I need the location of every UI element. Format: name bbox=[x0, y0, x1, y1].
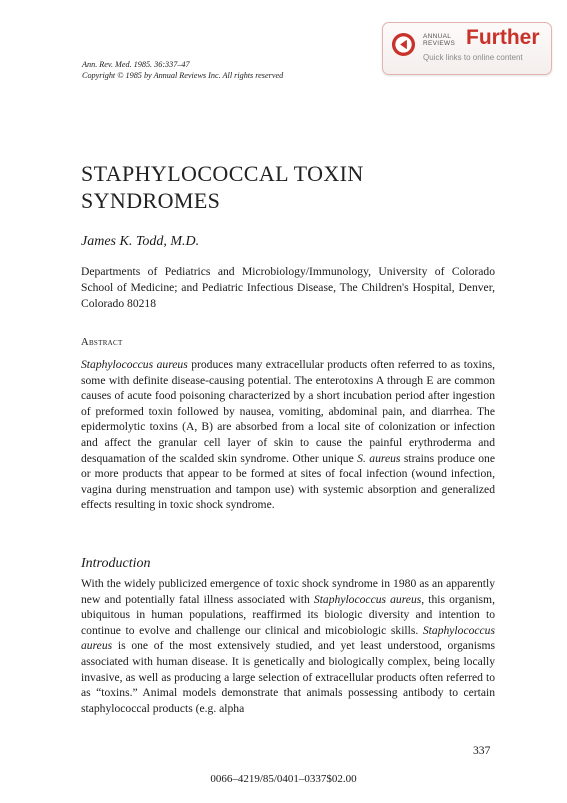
intro-text-2: , this organism, ubiquitous in human populations, reaffirmed its biologic diversity and intention to continue to evolve and challenge our clinical and micobiologic skills. bbox=[81, 592, 495, 637]
introduction-body bbox=[81, 576, 495, 716]
footer-code: 0066–4219/85/0401–0337$02.00 bbox=[210, 773, 357, 785]
intro-text-3: is one of the most extensively studied, and yet least understood, organisms associated with human disease. It is genetically and biologically complex, being locally invasive, as well as producing a large selection of extracellular products often referred to as “toxins.” Animal models demonstrate that animals possessing antibody to certain staphylococcal products (e.g. alpha bbox=[81, 639, 495, 715]
citation bbox=[82, 60, 283, 81]
article-title bbox=[81, 160, 364, 214]
title-line-2: SYNDROMES bbox=[81, 188, 221, 213]
abstract-organism-short: S. aureus bbox=[357, 451, 401, 465]
abstract-heading: Abstract bbox=[81, 337, 123, 348]
further-subtitle: Quick links to online content bbox=[423, 53, 523, 62]
author-affiliation: Departments of Pediatrics and Microbiology/Immunology, University of Colorado School of Medicine; and Pediatric Infectious Disease, The Children's Hospital, Denver, Colorado 80218 bbox=[81, 265, 495, 310]
title-line-1: STAPHYLOCOCCAL TOXIN bbox=[81, 161, 364, 186]
further-banner[interactable] bbox=[382, 22, 552, 75]
citation-copyright: Copyright © 1985 by Annual Reviews Inc. All rights reserved bbox=[82, 70, 284, 80]
further-word: Further bbox=[466, 26, 540, 49]
abstract-organism: Staphylococcus aureus bbox=[81, 358, 188, 371]
intro-text-1: With the widely publicized emergence of toxic shock syndrome in 1980 as an apparently new and potentially fatal illness associated with bbox=[81, 577, 495, 606]
play-arrow-icon bbox=[391, 32, 416, 57]
brand-line-2: REVIEWS bbox=[423, 40, 456, 47]
citation-journal: Ann. Rev. Med. 1985. 36:337–47 bbox=[82, 60, 190, 69]
brand-line-1: ANNUAL bbox=[423, 33, 452, 40]
intro-organism-2: Staphylococcus aureus bbox=[81, 623, 495, 653]
abstract-text-1: produces many extracellular products often referred to as toxins, some with definite disease-causing potential. The enterotoxins A through E are common causes of acute food poisoning characterized by a short incubation period after ingestion of preformed toxin followed by nausea, vomiting, abdominal pain, and diarrhea. The epidermolytic toxins (A, B) are absorbed from a local site of colonization or infection and affect the granular cell layer of skin to cause the painful erythroderma and desquamation of the scalded skin syndrome. Other unique bbox=[81, 358, 495, 465]
intro-organism-1: Staphylococcus aureus bbox=[313, 592, 422, 606]
page-number: 337 bbox=[473, 744, 491, 757]
abstract-text-2: strains produce one or more products that appear to be formed at sites of focal infection (wound infection, vagina during menstruation and tampon use) with systemic absorption and generalized effects resulting in toxic shock syndrome. bbox=[81, 451, 496, 512]
abstract-body bbox=[81, 357, 495, 513]
introduction-heading: Introduction bbox=[81, 556, 151, 571]
annual-reviews-brand bbox=[423, 33, 455, 47]
author-name: James K. Todd, M.D. bbox=[81, 234, 200, 249]
